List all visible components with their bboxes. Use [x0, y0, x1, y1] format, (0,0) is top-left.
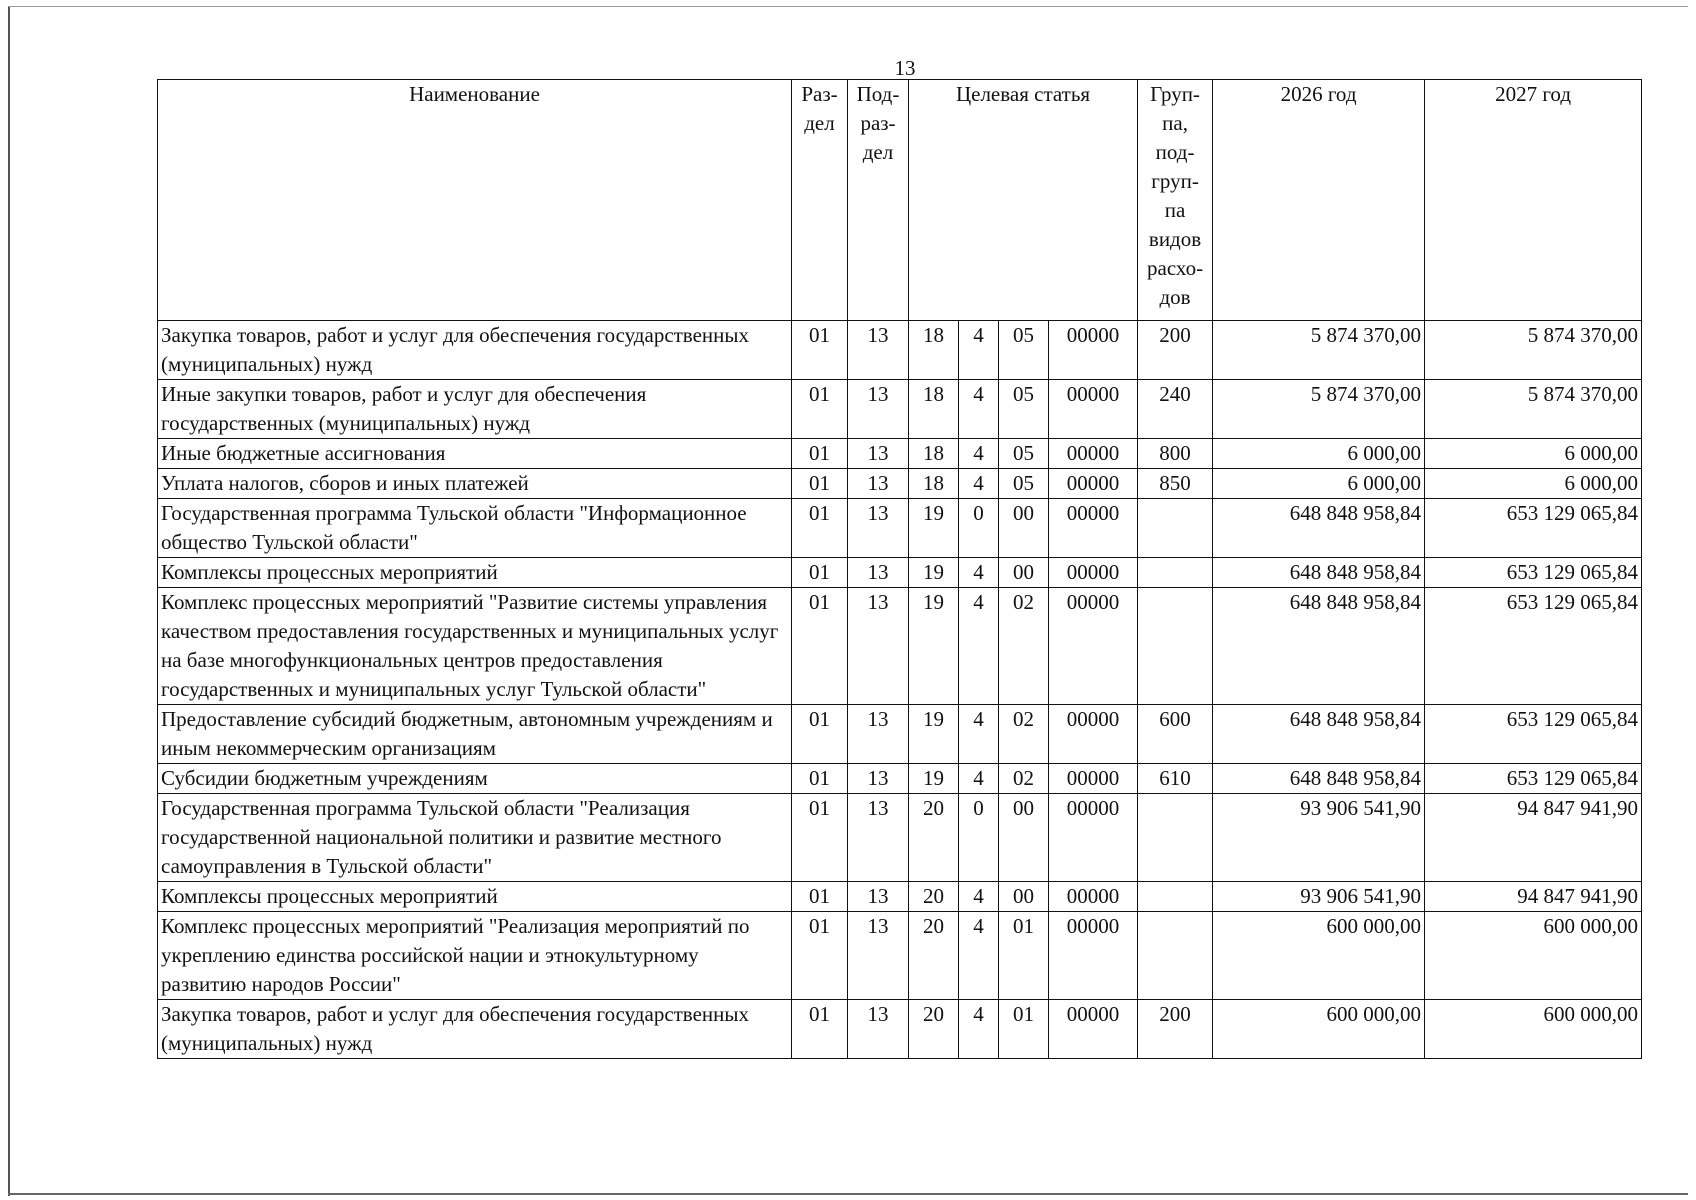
cell-target-program: 19	[909, 764, 959, 794]
cell-amount-2026: 6 000,00	[1213, 439, 1425, 469]
cell-razdel: 01	[792, 558, 848, 588]
cell-amount-2027: 653 129 065,84	[1425, 499, 1642, 558]
cell-amount-2026: 648 848 958,84	[1213, 705, 1425, 764]
cell-podrazdel: 13	[848, 499, 909, 558]
table-row	[158, 764, 1642, 794]
cell-amount-2026: 648 848 958,84	[1213, 588, 1425, 705]
cell-amount-2027: 94 847 941,90	[1425, 794, 1642, 882]
cell-target-type: 4	[959, 558, 999, 588]
cell-name: Иные закупки товаров, работ и услуг для обеспечения государственных (муниципальных) нужд	[158, 380, 792, 439]
header-target: Целевая статья	[909, 80, 1138, 321]
page-edge-bottom	[8, 1193, 1688, 1195]
cell-target-direction: 00000	[1049, 321, 1138, 380]
cell-target-complex: 05	[999, 469, 1049, 499]
cell-razdel: 01	[792, 1000, 848, 1059]
cell-name: Иные бюджетные ассигнования	[158, 439, 792, 469]
cell-podrazdel: 13	[848, 439, 909, 469]
cell-target-type: 4	[959, 588, 999, 705]
table-header-row	[158, 80, 1642, 321]
cell-name: Комплексы процессных мероприятий	[158, 882, 792, 912]
cell-target-type: 4	[959, 764, 999, 794]
page-edge-left	[8, 6, 10, 1196]
cell-amount-2027: 5 874 370,00	[1425, 380, 1642, 439]
cell-target-type: 4	[959, 1000, 999, 1059]
cell-razdel: 01	[792, 321, 848, 380]
cell-podrazdel: 13	[848, 380, 909, 439]
cell-amount-2027: 94 847 941,90	[1425, 882, 1642, 912]
table-row	[158, 912, 1642, 1000]
cell-name: Государственная программа Тульской области "Реализация государственной национальной политики и развитие местного самоуправления в Тульской области"	[158, 794, 792, 882]
cell-razdel: 01	[792, 380, 848, 439]
cell-amount-2026: 93 906 541,90	[1213, 794, 1425, 882]
cell-target-type: 4	[959, 882, 999, 912]
cell-target-program: 18	[909, 321, 959, 380]
cell-amount-2026: 6 000,00	[1213, 469, 1425, 499]
cell-expense-group: 610	[1138, 764, 1213, 794]
cell-target-direction: 00000	[1049, 705, 1138, 764]
table-row	[158, 499, 1642, 558]
cell-target-complex: 05	[999, 380, 1049, 439]
table-row	[158, 882, 1642, 912]
cell-target-complex: 01	[999, 1000, 1049, 1059]
cell-target-complex: 05	[999, 439, 1049, 469]
page-edge-top	[8, 6, 1688, 7]
cell-amount-2026: 600 000,00	[1213, 1000, 1425, 1059]
cell-target-type: 4	[959, 380, 999, 439]
cell-razdel: 01	[792, 439, 848, 469]
cell-target-direction: 00000	[1049, 439, 1138, 469]
cell-target-complex: 00	[999, 794, 1049, 882]
cell-target-type: 0	[959, 794, 999, 882]
cell-name: Предоставление субсидий бюджетным, автономным учреждениям и иным некоммерческим организациям	[158, 705, 792, 764]
cell-target-type: 4	[959, 469, 999, 499]
cell-razdel: 01	[792, 499, 848, 558]
cell-target-complex: 05	[999, 321, 1049, 380]
cell-name: Субсидии бюджетным учреждениям	[158, 764, 792, 794]
cell-target-program: 20	[909, 1000, 959, 1059]
cell-target-program: 19	[909, 705, 959, 764]
cell-target-direction: 00000	[1049, 380, 1138, 439]
cell-target-complex: 00	[999, 558, 1049, 588]
cell-podrazdel: 13	[848, 705, 909, 764]
table-body	[158, 321, 1642, 1059]
table-row	[158, 439, 1642, 469]
header-razdel: Раз- дел	[792, 80, 848, 321]
cell-amount-2026: 648 848 958,84	[1213, 499, 1425, 558]
cell-target-complex: 02	[999, 764, 1049, 794]
cell-name: Государственная программа Тульской области "Информационное общество Тульской области"	[158, 499, 792, 558]
cell-target-program: 19	[909, 588, 959, 705]
cell-expense-group	[1138, 558, 1213, 588]
cell-amount-2027: 6 000,00	[1425, 439, 1642, 469]
cell-razdel: 01	[792, 912, 848, 1000]
cell-target-complex: 02	[999, 588, 1049, 705]
cell-target-complex: 01	[999, 912, 1049, 1000]
cell-podrazdel: 13	[848, 912, 909, 1000]
cell-amount-2027: 600 000,00	[1425, 1000, 1642, 1059]
cell-expense-group: 200	[1138, 321, 1213, 380]
cell-amount-2027: 653 129 065,84	[1425, 764, 1642, 794]
cell-amount-2026: 648 848 958,84	[1213, 764, 1425, 794]
cell-amount-2027: 6 000,00	[1425, 469, 1642, 499]
cell-razdel: 01	[792, 764, 848, 794]
cell-target-direction: 00000	[1049, 794, 1138, 882]
cell-name: Закупка товаров, работ и услуг для обеспечения государственных (муниципальных) нужд	[158, 1000, 792, 1059]
table-row	[158, 380, 1642, 439]
cell-expense-group: 800	[1138, 439, 1213, 469]
cell-podrazdel: 13	[848, 588, 909, 705]
table-row	[158, 588, 1642, 705]
cell-amount-2027: 653 129 065,84	[1425, 558, 1642, 588]
cell-amount-2026: 600 000,00	[1213, 912, 1425, 1000]
cell-name: Комплексы процессных мероприятий	[158, 558, 792, 588]
cell-expense-group	[1138, 588, 1213, 705]
cell-razdel: 01	[792, 588, 848, 705]
cell-amount-2027: 5 874 370,00	[1425, 321, 1642, 380]
cell-razdel: 01	[792, 705, 848, 764]
cell-razdel: 01	[792, 794, 848, 882]
cell-target-program: 18	[909, 380, 959, 439]
cell-target-direction: 00000	[1049, 499, 1138, 558]
cell-amount-2027: 600 000,00	[1425, 912, 1642, 1000]
cell-target-direction: 00000	[1049, 588, 1138, 705]
cell-target-complex: 00	[999, 499, 1049, 558]
cell-amount-2026: 648 848 958,84	[1213, 558, 1425, 588]
cell-podrazdel: 13	[848, 794, 909, 882]
cell-expense-group: 200	[1138, 1000, 1213, 1059]
header-name: Наименование	[158, 80, 792, 321]
cell-target-complex: 02	[999, 705, 1049, 764]
cell-name: Комплекс процессных мероприятий "Реализация мероприятий по укреплению единства российской нации и этнокультурному развитию народов России"	[158, 912, 792, 1000]
cell-podrazdel: 13	[848, 469, 909, 499]
cell-amount-2027: 653 129 065,84	[1425, 588, 1642, 705]
cell-amount-2027: 653 129 065,84	[1425, 705, 1642, 764]
table-row	[158, 1000, 1642, 1059]
cell-expense-group	[1138, 882, 1213, 912]
cell-target-complex: 00	[999, 882, 1049, 912]
page-number: 13	[894, 56, 916, 80]
cell-amount-2026: 5 874 370,00	[1213, 321, 1425, 380]
cell-target-program: 20	[909, 794, 959, 882]
cell-podrazdel: 13	[848, 764, 909, 794]
cell-name: Закупка товаров, работ и услуг для обеспечения государственных (муниципальных) нужд	[158, 321, 792, 380]
cell-expense-group: 850	[1138, 469, 1213, 499]
table-row	[158, 794, 1642, 882]
cell-name: Уплата налогов, сборов и иных платежей	[158, 469, 792, 499]
cell-expense-group	[1138, 794, 1213, 882]
cell-razdel: 01	[792, 882, 848, 912]
cell-target-program: 19	[909, 558, 959, 588]
budget-table	[157, 79, 1642, 1059]
header-group: Груп- па, под- груп- па видов расхо- дов	[1138, 80, 1213, 321]
cell-target-program: 20	[909, 912, 959, 1000]
cell-amount-2026: 5 874 370,00	[1213, 380, 1425, 439]
cell-target-direction: 00000	[1049, 912, 1138, 1000]
table-row	[158, 469, 1642, 499]
cell-target-program: 18	[909, 439, 959, 469]
cell-expense-group: 240	[1138, 380, 1213, 439]
cell-target-program: 20	[909, 882, 959, 912]
cell-target-type: 4	[959, 439, 999, 469]
cell-target-direction: 00000	[1049, 469, 1138, 499]
header-year-2027: 2027 год	[1425, 80, 1642, 321]
cell-amount-2026: 93 906 541,90	[1213, 882, 1425, 912]
cell-name: Комплекс процессных мероприятий "Развитие системы управления качеством предоставления государственных и муниципальных услуг на базе многофункциональных центров предоставления государственных и муниципальных услуг Тульской области"	[158, 588, 792, 705]
cell-target-type: 4	[959, 705, 999, 764]
header-year-2026: 2026 год	[1213, 80, 1425, 321]
cell-razdel: 01	[792, 469, 848, 499]
cell-expense-group: 600	[1138, 705, 1213, 764]
cell-podrazdel: 13	[848, 558, 909, 588]
cell-target-program: 18	[909, 469, 959, 499]
table-row	[158, 705, 1642, 764]
cell-podrazdel: 13	[848, 321, 909, 380]
cell-target-type: 0	[959, 499, 999, 558]
cell-target-direction: 00000	[1049, 764, 1138, 794]
cell-target-type: 4	[959, 912, 999, 1000]
cell-target-direction: 00000	[1049, 882, 1138, 912]
cell-target-direction: 00000	[1049, 558, 1138, 588]
cell-podrazdel: 13	[848, 882, 909, 912]
cell-expense-group	[1138, 912, 1213, 1000]
header-podrazdel: Под- раз- дел	[848, 80, 909, 321]
cell-podrazdel: 13	[848, 1000, 909, 1059]
table-row	[158, 558, 1642, 588]
cell-expense-group	[1138, 499, 1213, 558]
table-row	[158, 321, 1642, 380]
cell-target-type: 4	[959, 321, 999, 380]
cell-target-program: 19	[909, 499, 959, 558]
cell-target-direction: 00000	[1049, 1000, 1138, 1059]
